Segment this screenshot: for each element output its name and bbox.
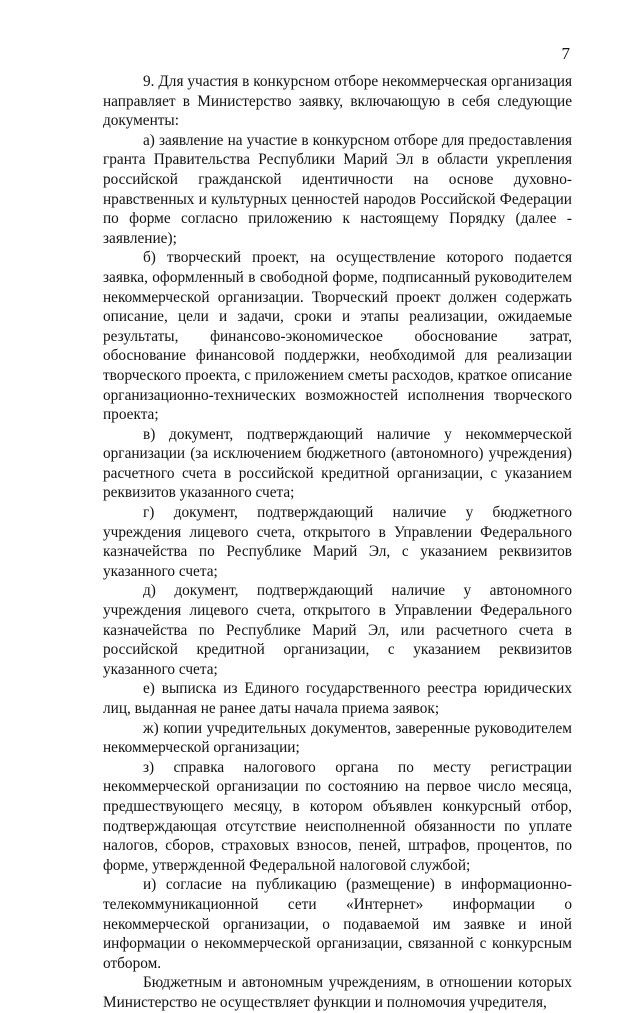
paragraph-item-v: в) документ, подтверждающий наличие у некоммерческой организации (за исключением бюджетного (автономного) учреждения) расчетного счета в российской кредитной организации, с указанием реквизитов указанного счета; — [103, 425, 572, 502]
paragraph-intro: 9. Для участия в конкурсном отборе некоммерческая организация направляет в Министерство заявку, включающую в себя следующие документы: — [103, 73, 572, 130]
paragraph-item-b: б) творческий проект, на осуществление которого подается заявка, оформленный в свободной форме, подписанный руководителем некоммерческой организации. Творческий проект должен содержать описание, цели и задачи, сроки и этапы реализации, ожидаемые результаты, финансово-экономическое обоснование затрат, обоснование финансовой поддержки, необходимой для реализации творческого проекта, с приложением сметы расходов, краткое описание организационно-технических возможностей исполнения творческого проекта; — [103, 249, 572, 424]
paragraph-item-e: е) выписка из Единого государственного реестра юридических лиц, выданная не ранее даты начала приема заявок; — [103, 680, 572, 717]
paragraph-item-z: з) справка налогового органа по месту регистрации некоммерческой организации по состоянию на первое число месяца, предшествующего месяцу, в котором объявлен конкурсный отбор, подтверждающая отсутствие неисполненной обязанности по уплате налогов, сборов, страховых взносов, пеней, штрафов, процентов, по форме, утвержденной Федеральной налоговой службой; — [103, 758, 572, 874]
page-number: 7 — [561, 44, 570, 63]
paragraph-item-zh: ж) копии учредительных документов, заверенные руководителем некоммерческой организации; — [103, 719, 572, 757]
paragraph-item-i: и) согласие на публикацию (размещение) в информационно-телекоммуникационной сети «Интернет» информации о некоммерческой организации, о подаваемой им заявке и иной информации о некоммерческой организации, связанной с конкурсным отбором. — [103, 876, 572, 972]
paragraph-item-a: а) заявление на участие в конкурсном отборе для предоставления гранта Правительства Республики Марий Эл в области укрепления российской гражданской идентичности на основе духовно-нравственных и культурных ценностей народов Российской Федерации по форме согласно приложению к настоящему Порядку (далее - заявление); — [103, 131, 572, 247]
paragraph-closing: Бюджетным и автономным учреждениям, в отношении которых Министерство не осуществляет функции и полномочия учредителя, — [103, 974, 572, 1011]
paragraph-item-g: г) документ, подтверждающий наличие у бюджетного учреждения лицевого счета, открытого в Управлении Федерального казначейства по Республике Марий Эл, с указанием реквизитов указанного счета; — [103, 504, 572, 580]
document-body — [103, 72, 572, 1013]
paragraph-item-d: д) документ, подтверждающий наличие у автономного учреждения лицевого счета, открытого в Управлении Федерального казначейства по Республике Марий Эл, или расчетного счета в российской кредитной организации, с указанием реквизитов указанного счета; — [103, 582, 572, 678]
